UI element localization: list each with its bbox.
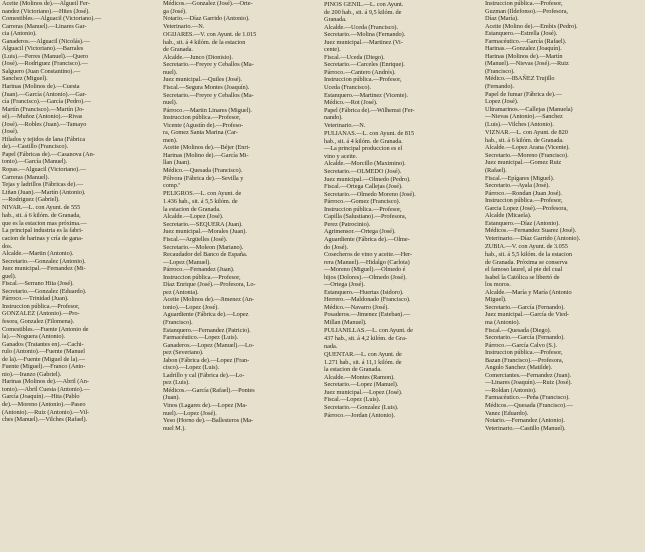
text-line: de).—Moreno (Antonio).—Paseo (2, 400, 86, 408)
text-line: pez (Antonia). (163, 288, 199, 296)
text-line: Párroco.—Rondan (Juan José). (485, 189, 562, 197)
text-line: Instruccion pública.—Profesor, (163, 114, 241, 122)
text-line: (Juan). (163, 394, 180, 402)
text-line: (Francisco). (163, 318, 193, 326)
text-line: dos. (2, 242, 13, 250)
text-line: La principal industria es la fabri- (2, 227, 83, 235)
text-line: pez (Severiano). (163, 349, 204, 357)
text-line: nio).—Iranzo (Gabriel). (2, 370, 62, 378)
text-line: Secretario.—Carceles (Enrique). (324, 61, 405, 69)
text-line: Instruccion pública.—Profesor, (324, 205, 402, 213)
text-line: pez (Luis). (163, 379, 190, 387)
text-line: Instruccion pública.—Profesor, (163, 273, 241, 281)
text-line: tonio).—Abril Cuesta (Antonio).— (2, 385, 90, 393)
text-line: cía (Francisco).—García (Pedro).— (2, 98, 91, 106)
text-line: Fiscal.—Quesada (Diego). (485, 326, 552, 334)
column-1 (2, 0, 160, 552)
text-line: Perez (Patrocinio). (324, 220, 371, 228)
text-line: (Juan).—García (Antonio).—Gar- (2, 90, 87, 98)
text-line: do (José). (324, 243, 348, 251)
text-line: Secretario.—SEQUERA (Juan). (163, 220, 243, 228)
text-line: Secretario.—Moleon (Mariano). (163, 243, 244, 251)
text-line: Alcalde.—Lopez Arana (Vicente). (485, 144, 570, 152)
text-line: Millan (Manuel). (324, 318, 367, 326)
text-line: Juez municipal.—Gomez Ruiz (485, 159, 562, 167)
text-line: Instruccion pública.—Profesor, (2, 302, 80, 310)
text-line: Estanquero.—Díaz (Antonio). (485, 219, 560, 227)
text-line: Pólvora (Fábrica de).—Sevilla y (163, 174, 244, 182)
text-line: Juez municipal.—Fernandez (Mi- (2, 265, 86, 273)
text-line: nuel M.). (163, 424, 186, 432)
text-line: Aguardiente (Fábrica de).—Olme- (324, 235, 410, 243)
text-line: 1.271 hab., sit. á 11,1 kilóm. de (324, 358, 402, 366)
text-line: Ladrillo y cal (Fábrica de).—Lo- (163, 371, 245, 379)
text-line: Párroco.—Martin Linares (Miguel). (163, 106, 252, 114)
text-line: Harinas (Molino de).—García Mi- (163, 151, 249, 159)
text-line: nuel). (163, 99, 178, 107)
text-line: Secretario.—Moreno (Francisco). (485, 151, 569, 159)
text-line: Veterinario.—Díaz Garrido (Antonio). (485, 234, 581, 242)
text-line: Recaudador del Banco de España. (163, 251, 248, 259)
text-line: García (Joaquín).—Hita (Pablo (2, 393, 80, 401)
text-line: cente). (324, 46, 341, 54)
text-line: los moros. (485, 281, 511, 289)
text-line: ches (Manuel).—Vilches (Rafael). (2, 416, 88, 424)
text-line: Aceite (Molino de).—Embis (Pedro). (485, 22, 578, 30)
text-line: PULIANILLAS.—L. con Ayunt. de (324, 327, 413, 335)
text-line: Instruccion pública.—Profesor, (324, 76, 402, 84)
text-line: Carreras (Manuel). (2, 173, 50, 181)
text-line: Párroco.—García Calvo (S.). (485, 341, 557, 349)
text-line: Fiscal.—Uceda (Diego). (324, 53, 385, 61)
text-line: Posaderos.—Jimenez (Esteban).— (324, 311, 411, 319)
text-line: Sanchez (Miguel). (2, 75, 48, 83)
text-line: Ropas.—Alguacil (Victoriano).— (2, 166, 86, 174)
text-line: Harinas (Molinos de).—Martín (485, 52, 563, 60)
text-line: hab., sit. á 5,5 kilóm. de la estacion (485, 251, 572, 259)
text-line: de).—Castillo (Francisco). (2, 143, 69, 151)
text-line: Farmacéutico.—García (Rafael). (485, 37, 567, 45)
text-line: Aceite (Molinos de).—Algueil Fer- (2, 0, 90, 7)
text-line: la estacion de Granada. (163, 205, 221, 213)
text-line: GONZALEZ (Antonio).—Pro- (2, 310, 80, 318)
text-line: Médicos.—Quesada (Francisco).— (485, 401, 573, 409)
text-line: Veterinario.—N. (163, 22, 205, 30)
text-line: hab., sit. á 4 kilóm. de la estacion (163, 38, 246, 46)
text-line: Juez municipal.—García de Vied- (485, 311, 569, 319)
text-line: Uceda (Francisco). (324, 84, 372, 92)
text-line: tonio).—Lopez (José). (163, 303, 219, 311)
text-line: Párroco.—Fernandez (Juan). (163, 266, 235, 274)
text-line: Instruccion pública.—Profesor, (485, 349, 563, 357)
text-line: Granada. (324, 16, 347, 24)
text-line: guel). (2, 272, 17, 280)
text-line: nando). (324, 114, 343, 122)
text-line: nuel). (163, 68, 178, 76)
text-line: Juez municipal.—Quiles (José). (163, 76, 242, 84)
text-line: Aguardiente (Fábrica de).—Lopez (163, 311, 249, 319)
text-line: Isabel la Católica se libertó de (485, 273, 560, 281)
text-line: rera (Manuel).—Hidalgo (Carlota) (324, 258, 410, 266)
text-line: Secretario.—Lopez (Manuel). (324, 381, 399, 389)
text-line: de Granada. Próxima se conserva (485, 258, 568, 266)
text-line: Juez municipal.—Morales (Juan). (163, 228, 247, 236)
column-4 (485, 0, 643, 552)
text-line: hab., sit. á 6 kilóm. de Granada, (2, 212, 81, 220)
text-line: Fiscal.—Ortega Callejas (José). (324, 183, 403, 191)
text-line: Martín (Francisco).—Martín (Jo- (2, 105, 85, 113)
text-line: PINOS GENIL.—L. con Ayunt. (324, 0, 404, 8)
text-line: Párroco.—Trinidad (Juan). (2, 295, 69, 303)
text-line: Tejas y ladrillos (Fábricas de).— (2, 181, 83, 189)
text-line: comp.ª (163, 182, 181, 190)
text-line: Ultramarinos.—Callejas (Manuela) (485, 105, 573, 113)
text-line: Comerciantes.—Fernandez (Juan). (485, 371, 572, 379)
text-line: PULIANAS.—L. con Ayunt. de 815 (324, 129, 415, 137)
text-line: (Antonio).—Ruiz (Antonio).—Vil- (2, 408, 90, 416)
text-line: hab., sit. á 6 kilóm. de Granada. (485, 136, 564, 144)
text-line: Párroco.—Gomez (Francisco). (324, 198, 401, 206)
text-line: Juez municipal.—Olmedo (Pedro). (324, 175, 411, 183)
text-line: Secretario.—García (Fernando). (485, 303, 565, 311)
text-line: la estacion de Granada. (324, 366, 382, 374)
text-line: Párroco.—Cantero (Andrés). (324, 68, 396, 76)
text-line: Médico.—Rot (José). (324, 99, 378, 107)
text-line: Médico.—Quesada (Francisco). (163, 167, 243, 175)
text-line: Aceite (Molinos de).—Béjer (Enri- (163, 144, 251, 152)
text-line: (Manuel).—Nievas (José).—Ruiz (485, 60, 569, 68)
text-line: Cosecheros de vino y aceite.—Her- (324, 251, 412, 259)
text-line: Harinas (Molinos de).—Abril (An- (2, 378, 89, 386)
text-line: Yeso (Horno de).—Ballesteros (Ma- (163, 417, 254, 425)
text-line: (Rafael). (485, 167, 507, 175)
text-line: Liñan (Juan).—Martín (Antonio). (2, 188, 86, 196)
text-line: nuel).—Lopez (José). (163, 409, 217, 417)
text-line: cacion de harinas y cría de gana- (2, 234, 83, 242)
text-line: Médicos.—Gonzalez (José).—Orte- (163, 0, 253, 7)
text-line: Papel de fumar (Fábrica de).— (485, 90, 562, 98)
text-line: —Ortega (José). (324, 281, 365, 289)
text-line: (José).—Rodriguez (Francisco).— (2, 60, 88, 68)
text-line: la).—Noguera (Antonio). (2, 333, 66, 341)
text-line: Notario.—Fernandez (Antonio). (485, 417, 565, 425)
text-line: —Roldan (Antonio). (485, 386, 537, 394)
text-line: (Francisco). (485, 67, 515, 75)
text-line: Fiscal.—Serrano Hita (José). (2, 280, 74, 288)
text-line: tonio).—García (Manuel). (2, 158, 68, 166)
text-line: Farmacéutico.—Lopez (Luis). (163, 334, 239, 342)
text-line: Alcalde (Micaela). (485, 212, 532, 220)
text-line: Secretario.—Gonzalez (Eduardo). (2, 287, 87, 295)
text-line: vino y aceite. (324, 152, 358, 160)
text-line: Estanquero.—Fernandez (Patricio). (163, 326, 251, 334)
text-line: Secretario.—OLMEDO (José). (324, 168, 402, 176)
text-line: men). (163, 136, 178, 144)
text-line: Secretario.—Molina (Fernando). (324, 31, 406, 39)
text-line: Secretario.—Gonzalez (Antonio). (2, 257, 86, 265)
text-line: nada. (324, 342, 338, 350)
text-line: Alcalde.—Junco (Dionisio). (163, 53, 233, 61)
text-line: el famoso laurel, al pie del cual (485, 266, 563, 274)
text-line: Estanquero.—Estrella (José). (485, 30, 558, 38)
text-line: Ganaderos.—Alguacil (Nicolás).— (2, 37, 90, 45)
text-line: Secretario.—Freyre y Ceballos (Ma- (163, 91, 254, 99)
text-line: nandez (Victoriano).—Hites (José). (2, 7, 90, 15)
text-line: rulo (Antonio).—Fuente (Manuel (2, 348, 85, 356)
text-line: ra, Gomez Santa Marina (Car- (163, 129, 238, 137)
text-line: 1.436 hab., sit. á 5,5 kilóm. de (163, 198, 238, 206)
text-line: Agrimensor.—Ortega (José). (324, 228, 396, 236)
text-line: —Rodriguez (Gabriel). (2, 196, 60, 204)
text-line: ZUBIA.—V. con Ayunt. de 3.055 (485, 243, 568, 250)
text-line: VIZNAR.—L. con Ayunt. de 820 (485, 128, 568, 136)
text-line: Médicos.—García (Rafael).—Pontes (163, 386, 255, 394)
text-line: Alcalde.—Uceda (Francisco). (324, 23, 399, 31)
text-line: Garcia Lopez (José).—Profesora, (485, 204, 568, 212)
text-line: Lopez (José). (485, 98, 519, 106)
text-line: Alcalde.—María y María (Antonio (485, 288, 572, 296)
text-line: Secretario.—García (Fernando). (485, 334, 565, 342)
text-line: Ganaderos.—Lopez (Manuel).—Lo- (163, 341, 254, 349)
text-line: Vinos (Lagares de).—Lopez (Ma- (163, 401, 248, 409)
column-2 (163, 0, 321, 552)
text-line: Fiscal.—Epígares (Miguel). (485, 174, 555, 182)
text-line: Secretario.—Gonzalez (Luis). (324, 403, 399, 411)
text-line: OGIJARES.—V. con Ayunt. de 1.015 (163, 30, 257, 38)
text-line: Comestibles.—Alguacil (Victoriano).— (2, 15, 102, 23)
text-line: —Nievas (Antonio).—Sanchez (485, 113, 563, 121)
text-line: Harinas (Molinos de).—Cuesta (2, 83, 80, 91)
text-line: Bazan (Francisco).—Profesora, (485, 356, 564, 364)
text-line: Harinas.—Gonzalez (Joaquín). (485, 45, 562, 53)
text-line: Veterinario.—N. (324, 121, 366, 129)
text-line: Díaz Enrique (José).—Profesora, Lo- (163, 281, 256, 289)
text-line: Ganados (Tratantes en).—Cachi- (2, 340, 84, 348)
text-line: Secretario.—Olmedo Moreno (José). (324, 190, 416, 198)
text-line: Díaz (María). (485, 15, 519, 23)
text-line: Alcalde.—Lopez (José). (163, 213, 224, 221)
text-line: (Luis).—Vilches (Antonio). (485, 120, 554, 128)
text-line: Fiscal.—Argüelles (José). (163, 235, 228, 243)
text-line: Alguacil (Victoriano).—Barrales (2, 45, 84, 53)
text-line: hab., sit. á 4 kilóm. de Granada. (324, 137, 403, 145)
text-line: 437 hab., sit. á 4,2 kilóm. de Gra- (324, 335, 407, 343)
text-line: Fiscal.—Segura Montes (Joaquín). (163, 84, 250, 92)
text-line: Vicente (Agustín de).—Profeso- (163, 121, 244, 129)
text-line: Alcalde.—Montes (Ramon). (324, 373, 395, 381)
text-line: cisco).—Lopez (Luis). (163, 364, 220, 372)
text-line: Jabon (Fábrica de).—Lopez (Fran- (163, 356, 250, 364)
text-line: de 200 hab., sit. á 9,5 kilóm. de (324, 8, 402, 16)
text-line: Veterinario.—Castillo (Manuel). (485, 424, 566, 432)
text-line: ga (José). (163, 7, 187, 15)
text-line: fesora, Gonzalez (Filomena). (2, 317, 75, 325)
text-line: Alcalde.—Morcillo (Maximino). (324, 160, 406, 168)
text-line: Vanez (Eduardo). (485, 409, 529, 417)
text-line: Herrero.—Maldonado (Francisco). (324, 296, 411, 304)
text-line: Instruccion pública.—Profesor, (485, 0, 563, 7)
text-line: de Granada. (163, 46, 193, 54)
text-line: (Fernando). (485, 83, 515, 91)
text-line: (Luis).—Ferres (Manuel).—Quero (2, 52, 89, 60)
text-line: (José). (2, 128, 19, 136)
text-line: Hilados y tejidos de lana (Fábrica (2, 135, 86, 143)
text-line: Farmacéutico.—Peña (Francisco). (485, 394, 570, 402)
text-line: Instruccion pública.—Profesor, (485, 197, 563, 205)
text-line: —La principal produccion es el (324, 145, 403, 153)
text-line: Notario.—Díaz Garrido (Antonio). (163, 15, 250, 23)
text-line: llan (Juan). (163, 159, 191, 167)
text-line: Miguel). (485, 296, 507, 304)
text-line: cia (Antonio). (2, 30, 37, 38)
text-line: NIVAR.—L. con Ayunt. de 555 (2, 204, 81, 212)
text-line: hijos (Dolores).—Olmedo (José). (324, 273, 407, 281)
text-line: Médico.—IBAÑEZ Trujillo (485, 75, 555, 83)
text-line: Salguero (Juan Constantino).— (2, 67, 81, 75)
text-line: Secretario.—Ayala (José). (485, 182, 550, 190)
text-line: QUENTAR.—L. con Ayunt. de (324, 350, 402, 358)
text-line: PELIGROS.—L. con Ayunt. de (163, 190, 242, 198)
text-line: Aceite (Molinos de).—Jimenez (An- (163, 296, 255, 304)
text-line: que es la estacion mas próxima.— (2, 219, 87, 227)
text-line: Guzman (Ildefonso).—Profesora, (485, 7, 568, 15)
text-line: Papel (Fábricas de).—Casanova (An- (2, 150, 95, 158)
text-line: Estanquero.—Martinez (Vicente). (324, 91, 408, 99)
text-line: Fiscal.—Lopez (Luis). (324, 396, 381, 404)
text-line: —Lopez (Manuel). (163, 258, 211, 266)
text-line: ma (Antonio). (485, 318, 521, 326)
text-line: Papel (Fábrica de).—Wilhemsi (Fer- (324, 106, 415, 114)
text-line: Capilla (Salustiano).—Profesora, (324, 213, 407, 221)
text-line: Angulo Sanchez (Matilde). (485, 364, 553, 372)
text-line: Carreras (Manuel).—Linares Gar- (2, 22, 87, 30)
text-line: (José).—Robles (Juan).—Tamayo (2, 120, 87, 128)
text-line: Juez municipal.—Lopez (José). (324, 388, 403, 396)
text-line: Párroco.—Jordan (Antonio). (324, 411, 395, 419)
text-line: Médicos.—Fernandez Suarez (José). (485, 227, 577, 235)
text-line: Fuente (Miguel).—Franco (Anto- (2, 363, 86, 371)
column-3 (324, 0, 482, 552)
text-line: de la).—Fuente (Miguel de la).— (2, 355, 86, 363)
text-line: Estanquero.—Huertas (Isidoro). (324, 288, 404, 296)
text-line: Alcalde.—Martin (Antonio). (2, 250, 74, 258)
text-line: Secretario.—Freyre y Ceballos (Ma- (163, 61, 254, 69)
text-line: —Moreno (Miguel).—Olmedo é (324, 266, 406, 274)
text-line: Comestibles.—Fuente (Antonio de (2, 325, 89, 333)
text-line: sé).—Muñoz (Antonio).—Rivas (2, 113, 83, 121)
text-line: Médico.—Navarro (José). (324, 303, 389, 311)
text-line: —Linares (Joaquín).—Ruiz (José). (485, 379, 572, 387)
text-line: Juez municipal.—Martinez (Vi- (324, 38, 403, 46)
